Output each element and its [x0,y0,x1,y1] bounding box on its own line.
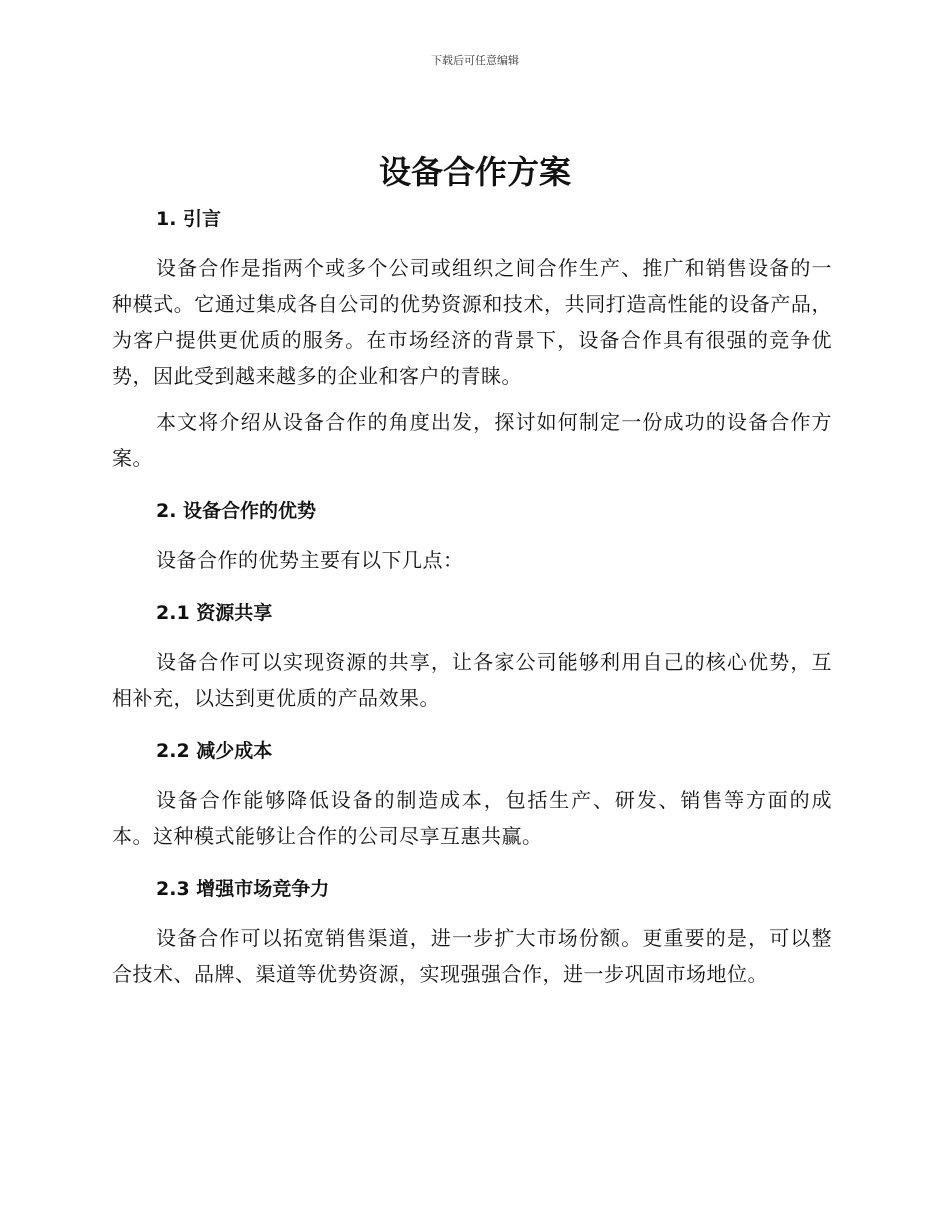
paragraph-resource-sharing: 设备合作可以实现资源的共享，让各家公司能够利用自己的核心优势，互相补充，以达到更优质的产品效果。 [112,650,832,710]
section-heading-intro: 1. 引言 [156,208,222,230]
header-note: 下载后可任意编辑 [431,54,519,67]
paragraph-intro-1: 设备合作是指两个或多个公司或组织之间合作生产、推广和销售设备的一种模式。它通过集成各自公司的优势资源和技术，共同打造高性能的设备产品，为客户提供更优质的服务。在市场经济的背景下，设备合作具有很强的竞争优势，因此受到越来越多的企业和客户的青睐。 [112,256,832,388]
paragraph-advantages-intro: 设备合作的优势主要有以下几点： [156,548,464,572]
paragraph-competitiveness: 设备合作可以拓宽销售渠道，进一步扩大市场份额。更重要的是，可以整合技术、品牌、渠道等优势资源，实现强强合作，进一步巩固市场地位。 [112,926,832,986]
subsection-heading-resource-sharing: 2.1 资源共享 [156,602,273,624]
subsection-heading-competitiveness: 2.3 增强市场竞争力 [156,878,330,900]
paragraph-intro-2: 本文将介绍从设备合作的角度出发，探讨如何制定一份成功的设备合作方案。 [112,410,832,470]
document-title: 设备合作方案 [378,153,571,191]
section-heading-advantages: 2. 设备合作的优势 [156,500,317,522]
document-body [112,198,832,1000]
subsection-heading-cost-reduction: 2.2 减少成本 [156,740,273,762]
paragraph-cost-reduction: 设备合作能够降低设备的制造成本，包括生产、研发、销售等方面的成本。这种模式能够让合作的公司尽享互惠共赢。 [112,788,832,848]
